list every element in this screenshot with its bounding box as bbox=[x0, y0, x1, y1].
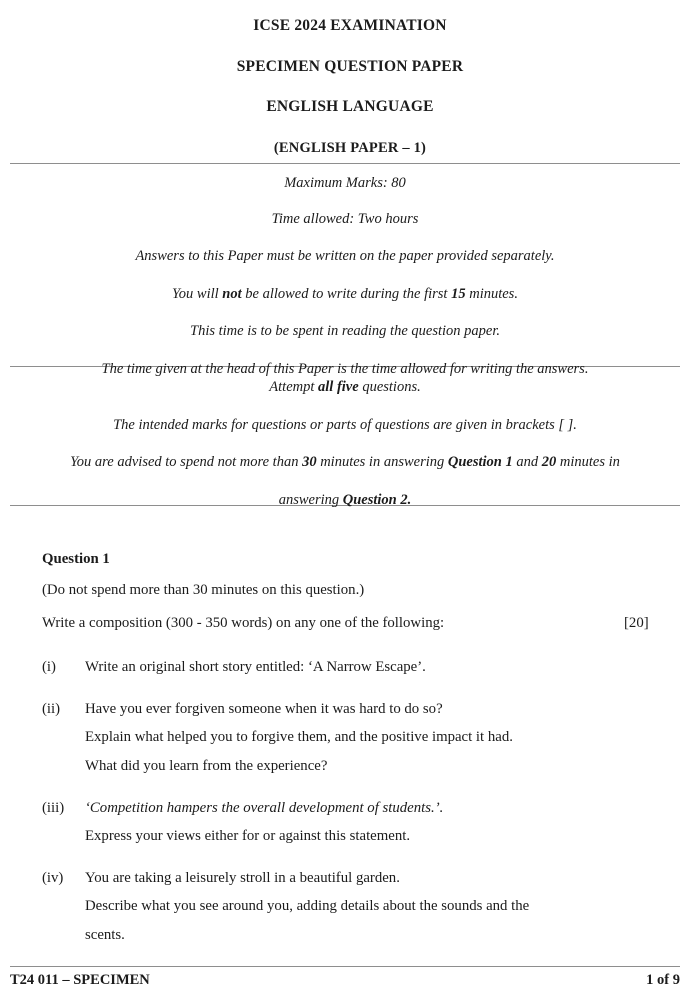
question-option-text bbox=[85, 794, 662, 851]
question-option-line: Write an original short story entitled: ‘A Narrow Escape’. bbox=[85, 659, 426, 676]
head-time-note-text: The time given at the head of this Paper is the time allowed for writing the answers. bbox=[101, 360, 589, 377]
attempt-post: questions. bbox=[358, 379, 421, 395]
question-option-line: scents. bbox=[85, 926, 125, 943]
question-option-item bbox=[42, 794, 662, 851]
time-advice-text-line1 bbox=[10, 453, 680, 472]
question-option-line: What did you learn from the experience? bbox=[85, 758, 328, 775]
footer-page-number: 1 of 9 bbox=[646, 972, 680, 988]
question-1-time-note: (Do not spend more than 30 minutes on this question.) bbox=[42, 581, 365, 598]
question-option-marker: (iii) bbox=[42, 799, 65, 816]
write-restriction-emphasis-minutes: 15 bbox=[451, 285, 466, 302]
question-option-text bbox=[85, 695, 662, 781]
attempt-pre: Attempt bbox=[269, 379, 319, 395]
advice-emphasis-question2: Question 2. bbox=[342, 491, 412, 508]
time-advice-text-line2 bbox=[10, 491, 680, 510]
page-title-exam: ICSE 2024 EXAMINATION bbox=[253, 17, 447, 34]
advice-emphasis-question1: Question 1 bbox=[447, 454, 513, 471]
page-footer bbox=[10, 972, 680, 989]
page-title-subject: ENGLISH LANGUAGE bbox=[266, 98, 434, 115]
write-restriction-post: minutes. bbox=[465, 285, 518, 302]
advice-mid2: and bbox=[512, 454, 542, 471]
question-1-options-list bbox=[42, 653, 662, 949]
question-1-instruction-row bbox=[42, 616, 662, 631]
reading-time-note-text: This time is to be spent in reading the question paper. bbox=[190, 323, 500, 340]
question-1-section bbox=[42, 552, 662, 962]
question-option-item bbox=[42, 695, 662, 781]
question-1-instruction: Write a composition (300 - 350 words) on any one of the following: bbox=[42, 614, 445, 631]
advice-emphasis-30: 30 bbox=[302, 454, 317, 471]
footer-paper-code: T24 011 – SPECIMEN bbox=[10, 972, 150, 988]
question-option-line: Express your views either for or against this statement. bbox=[85, 828, 411, 845]
instructions-block-secondary bbox=[10, 369, 680, 509]
question-option-item bbox=[42, 653, 662, 682]
document-title-block bbox=[0, 0, 700, 155]
question-option-marker: (iv) bbox=[42, 869, 64, 886]
page-title-paper-type: SPECIMEN QUESTION PAPER bbox=[236, 57, 464, 75]
maximum-marks-text: Maximum Marks: 80 bbox=[284, 175, 406, 191]
question-option-marker: (ii) bbox=[42, 700, 61, 717]
question-option-line: ‘Competition hampers the overall development of students.’. bbox=[85, 799, 444, 816]
advice-line2-pre: answering bbox=[278, 491, 343, 508]
advice-mid1: minutes in answering bbox=[316, 454, 448, 471]
divider-rule-footer bbox=[10, 966, 680, 967]
page-title-paper-number: (ENGLISH PAPER – 1) bbox=[273, 139, 427, 156]
advice-mid3: minutes in bbox=[556, 454, 620, 471]
question-option-line: You are taking a leisurely stroll in a beautiful garden. bbox=[85, 869, 400, 886]
attempt-all-text bbox=[10, 378, 680, 397]
write-restriction-text bbox=[10, 285, 680, 304]
divider-rule-top bbox=[10, 163, 680, 164]
question-option-text bbox=[85, 864, 662, 950]
write-restriction-pre: You will bbox=[172, 285, 223, 302]
write-restriction-emphasis-not: not bbox=[222, 285, 242, 302]
instructions-block-primary bbox=[10, 165, 680, 378]
advice-pre: You are advised to spend not more than bbox=[70, 454, 303, 471]
answers-note-text: Answers to this Paper must be written on the paper provided separately. bbox=[135, 248, 555, 265]
question-1-marks: [20] bbox=[624, 614, 649, 631]
intended-marks-note-text: The intended marks for questions or parts of questions are given in brackets [ ]. bbox=[113, 416, 577, 433]
question-option-line: Explain what helped you to forgive them, and the positive impact it had. bbox=[85, 729, 513, 746]
question-option-marker: (i) bbox=[42, 659, 56, 676]
time-allowed-text: Time allowed: Two hours bbox=[271, 210, 419, 227]
question-1-heading: Question 1 bbox=[42, 551, 110, 567]
attempt-emphasis: all five bbox=[318, 379, 359, 395]
question-option-line: Describe what you see around you, adding details about the sounds and the bbox=[85, 898, 530, 915]
question-option-item bbox=[42, 864, 662, 950]
write-restriction-mid: be allowed to write during the first bbox=[241, 285, 452, 302]
advice-emphasis-20: 20 bbox=[541, 454, 557, 471]
question-option-line: Have you ever forgiven someone when it was hard to do so? bbox=[85, 700, 443, 717]
question-option-text bbox=[85, 653, 662, 682]
